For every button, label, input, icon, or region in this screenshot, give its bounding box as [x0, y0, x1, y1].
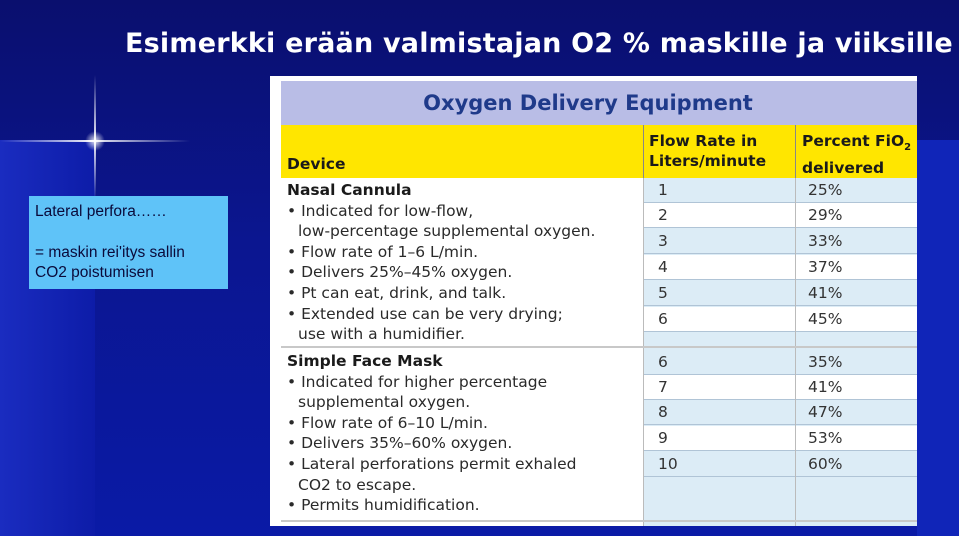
oxygen-table-image — [270, 76, 917, 526]
flow-cell: 7 — [644, 375, 796, 400]
fio2-cell: 35% — [796, 350, 917, 375]
fio2-cell: 45% — [796, 307, 917, 332]
table-header-row — [281, 125, 917, 178]
header-fio2-sub: 2 — [904, 142, 912, 154]
right-decor-band — [917, 140, 959, 536]
header-fio2-line1 — [802, 131, 911, 158]
header-flow-line2: Liters/minute — [649, 152, 767, 170]
section-separator — [281, 346, 917, 348]
lens-flare-glow — [85, 131, 105, 151]
flow-cell: 10 — [644, 452, 796, 477]
fio2-cell: 41% — [796, 281, 917, 306]
flow-cell: 8 — [644, 400, 796, 425]
section-separator — [281, 520, 917, 522]
slide-title: Esimerkki erään valmistajan O2 % maskille ja viiksille — [125, 28, 953, 59]
header-divider — [795, 125, 796, 178]
fio2-cell: 29% — [796, 203, 917, 228]
callout-line-1: Lateral perfora…… — [35, 203, 167, 220]
header-fio2-line2: delivered — [802, 159, 885, 178]
header-flow-line1: Flow Rate in — [649, 132, 758, 150]
callout-line-3: CO2 poistumisen — [35, 264, 154, 281]
fio2-cell: 25% — [796, 178, 917, 203]
device-bullet: • Delivers 35%–60% oxygen. — [287, 434, 513, 453]
fio2-cell: 41% — [796, 375, 917, 400]
device-name: Simple Face Mask — [287, 352, 443, 370]
device-name: Nasal Cannula — [287, 181, 412, 199]
device-bullet: • Lateral perforations permit exhaled — [287, 454, 577, 473]
flow-cell: 3 — [644, 229, 796, 254]
header-device: Device — [287, 155, 346, 173]
device-bullet: • Extended use can be very drying; — [287, 304, 563, 323]
flow-cell: 5 — [644, 281, 796, 306]
fio2-cell: 60% — [796, 452, 917, 477]
device-bullet: • Indicated for higher percentage — [287, 372, 548, 391]
flow-cell: 9 — [644, 426, 796, 451]
device-nasal-cannula — [287, 180, 595, 345]
device-bullet-cont: CO2 to escape. — [298, 475, 417, 494]
device-bullet: • Flow rate of 1–6 L/min. — [287, 242, 479, 261]
device-bullet-cont: use with a humidifier. — [298, 325, 465, 344]
fio2-cell: 53% — [796, 426, 917, 451]
table-title — [281, 81, 917, 125]
flow-cell: 6 — [644, 307, 796, 332]
table-body — [281, 178, 917, 526]
header-divider — [643, 125, 644, 178]
flow-cell: 4 — [644, 255, 796, 280]
header-fio2 — [802, 131, 911, 178]
flow-rate-column — [643, 178, 796, 526]
header-fio2-prefix: Percent FiO — [802, 132, 905, 150]
device-bullet: • Pt can eat, drink, and talk. — [287, 283, 507, 302]
device-bullet-cont: low-percentage supplemental oxygen. — [298, 222, 596, 241]
callout-box — [29, 196, 228, 289]
fio2-column — [795, 178, 917, 526]
device-column — [281, 178, 643, 526]
device-bullet: • Permits humidification. — [287, 496, 480, 515]
fio2-cell: 33% — [796, 229, 917, 254]
fio2-cell: 47% — [796, 400, 917, 425]
flow-cell: 1 — [644, 178, 796, 203]
device-bullet: • Delivers 25%–45% oxygen. — [287, 263, 513, 282]
flow-cell: 2 — [644, 203, 796, 228]
header-flow-rate — [649, 131, 766, 171]
fio2-cell: 37% — [796, 255, 917, 280]
device-bullet: • Indicated for low-flow, — [287, 201, 474, 220]
device-bullet-cont: supplemental oxygen. — [298, 393, 471, 412]
table-title-text: Oxygen Delivery Equipment — [423, 91, 753, 115]
callout-line-2: = maskin rei'itys sallin — [35, 244, 185, 261]
device-bullet: • Flow rate of 6–10 L/min. — [287, 413, 488, 432]
flow-cell: 6 — [644, 350, 796, 375]
device-simple-face-mask — [287, 351, 577, 516]
